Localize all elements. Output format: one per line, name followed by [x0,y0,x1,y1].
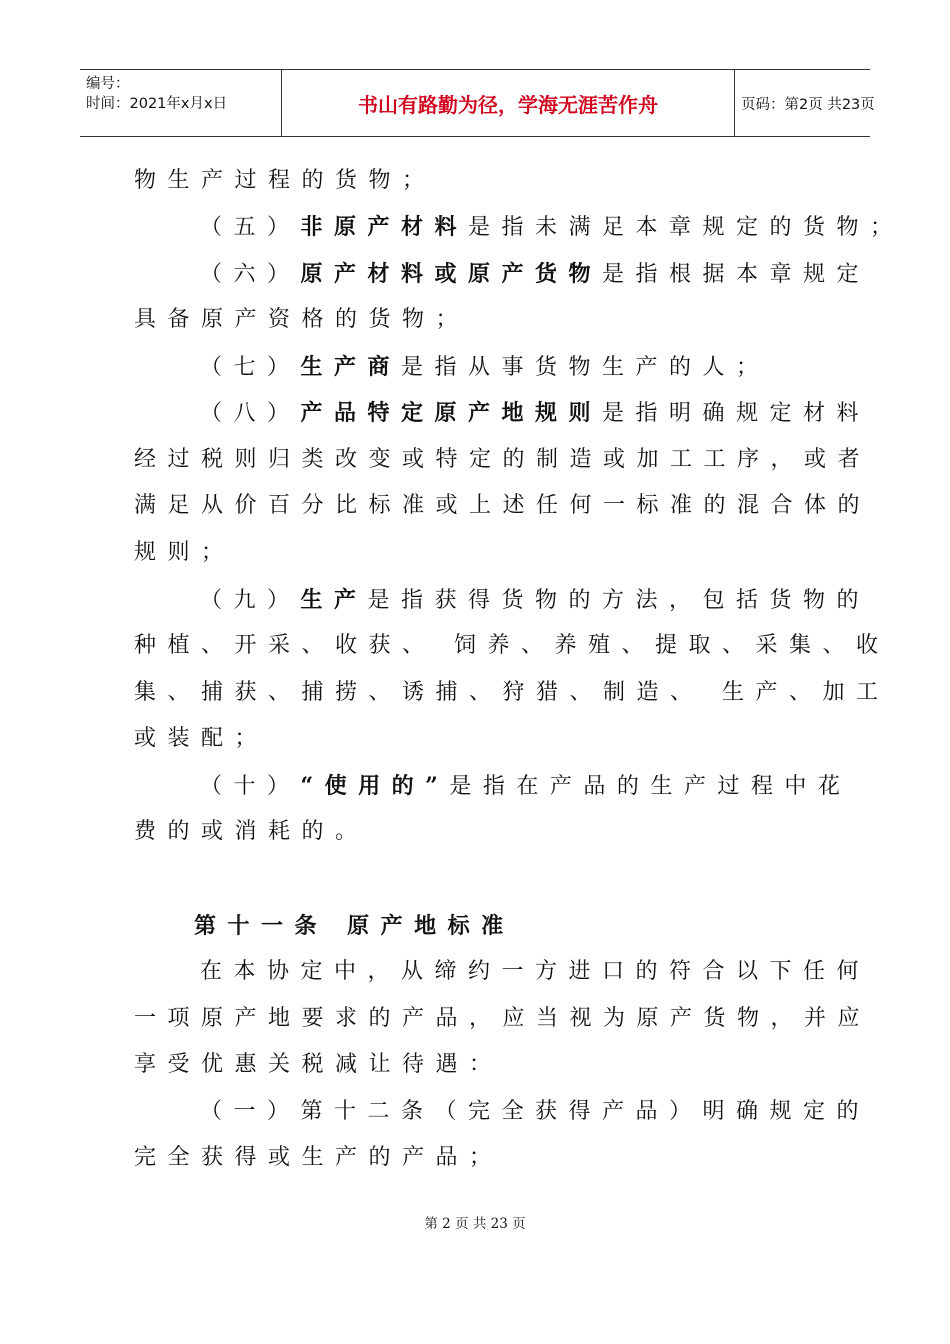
item-number: （五） [200,215,301,240]
definition-item-7 [200,353,770,382]
document-time-label: 时间：2021年x月x日 [86,96,228,112]
definition-item-10 [200,772,851,801]
page-footer: 第 2 页 共 23 页 [424,1216,526,1232]
body-line: 一项原产地要求的产品，应当视为原产货物，并应 [134,1006,872,1031]
item-number: （八） [200,401,301,426]
body-line: 具备原产资格的货物； [134,307,470,332]
header-page-info: 页码：第2页 共23页 [741,96,875,113]
item-number: （六） [200,262,301,287]
header-motto: 书山有路勤为径，学海无涯苦作舟 [281,70,735,136]
item-number: （十） [200,774,301,799]
document-number-label: 编号： [86,76,130,92]
defined-term: 产品特定原产地规则 [300,400,603,426]
definition-text: 是指获得货物的方法，包括货物的 [367,588,871,613]
body-line: 完全获得或生产的产品； [134,1145,503,1170]
defined-term: 原产材料或原产货物 [300,261,603,287]
definition-text: 是指未满足本章规定的货物； [468,215,904,240]
body-line: 经过税则归类改变或特定的制造或加工工序，或者 [134,447,872,472]
body-line: 规则； [134,540,235,565]
definition-text: 是指从事货物生产的人； [401,355,770,380]
definition-text: 是指根据本章规定 [602,262,871,287]
body-line: 集、捕获、捕捞、诱捕、狩猎、制造、 生产、加工 [134,680,890,705]
page-header [80,69,875,137]
body-line: 费的或消耗的。 [134,819,369,844]
definition-item-9 [200,586,870,615]
defined-term: 生产商 [300,354,402,380]
definition-item-8 [200,399,870,428]
body-line: 物生产过程的货物； [134,168,436,193]
body-line: 种植、开采、收获、 饲养、养殖、提取、采集、收 [134,633,890,658]
body-line: （一）第十二条（完全获得产品）明确规定的 [200,1099,871,1124]
definition-item-6 [200,260,870,289]
defined-term: “使用的” [300,773,450,799]
body-line: 满足从价百分比标准或上述任何一标准的混合体的 [134,493,872,518]
body-line: 或装配； [134,726,269,751]
item-number: （九） [200,588,301,613]
item-number: （七） [200,355,301,380]
defined-term: 非原产材料 [300,214,469,240]
definition-text: 是指明确规定材料 [602,401,871,426]
body-line: 享受优惠关税减让待遇： [134,1052,503,1077]
header-meta [80,70,280,136]
article-heading: 第十一条 原产地标准 [194,913,515,939]
defined-term: 生产 [300,587,368,613]
body-line: 在本协定中，从缔约一方进口的符合以下任何 [200,959,871,984]
definition-item-5 [200,213,904,242]
definition-text: 是指在产品的生产过程中花 [449,774,852,799]
